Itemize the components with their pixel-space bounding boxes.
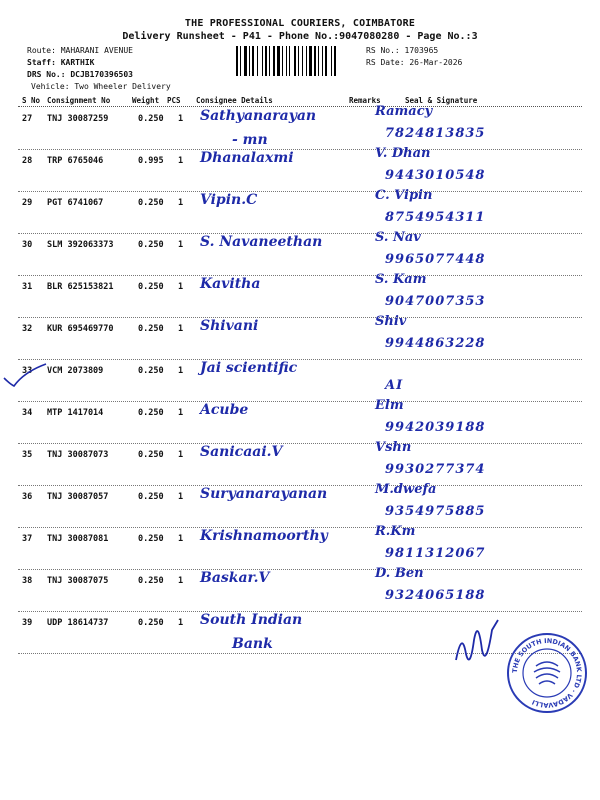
row-consignee-name: South Indian <box>200 612 303 628</box>
row-consignment-no: TNJ 30087057 <box>47 492 109 502</box>
row-signature: M.dwefa <box>375 482 437 497</box>
table-row <box>0 482 600 528</box>
row-sno: 28 <box>22 156 33 166</box>
stamp-text: THE SOUTH INDIAN BANK LTD · VADAVALLI <box>510 636 584 710</box>
bank-seal-stamp <box>506 632 588 714</box>
row-phone: 9942039188 <box>385 420 486 435</box>
company-title: THE PROFESSIONAL COURIERS, COIMBATORE <box>184 18 416 29</box>
barcode-image <box>236 46 362 76</box>
row-pcs: 1 <box>178 324 184 334</box>
row-phone: 9324065188 <box>385 588 486 603</box>
row-consignee-name: Shivani <box>200 318 259 334</box>
staff-line <box>27 58 94 67</box>
row-signature: D. Ben <box>375 566 424 581</box>
table-row <box>0 104 600 150</box>
row-pcs: 1 <box>178 618 184 628</box>
drs-line <box>27 70 133 79</box>
table-row <box>0 398 600 444</box>
row-signature: Vshn <box>375 440 412 455</box>
column-header <box>0 96 600 106</box>
row-pcs: 1 <box>178 282 184 292</box>
row-consignee-name-cont: Bank <box>232 636 273 652</box>
row-consignment-no: MTP 1417014 <box>47 408 104 418</box>
row-weight: 0.995 <box>138 156 164 166</box>
row-consignee-name: Suryanarayanan <box>200 486 328 502</box>
col-consignee: Consignee Details <box>196 96 273 105</box>
row-sno: 30 <box>22 240 33 250</box>
row-consignee-name: Acube <box>200 402 249 418</box>
row-signature: R.Km <box>375 524 416 539</box>
checkmark-icon <box>2 362 48 388</box>
row-sno: 32 <box>22 324 33 334</box>
row-consignment-no: SLM 392063373 <box>47 240 114 250</box>
route-text: Route: MAHARANI AVENUE <box>27 46 133 55</box>
staff-value: KARTHIK <box>60 58 95 67</box>
row-consignment-no: VCM 2073809 <box>47 366 104 376</box>
table-row <box>0 314 600 360</box>
row-pcs: 1 <box>178 408 184 418</box>
row-phone: AI <box>385 378 404 393</box>
row-signature: Shiv <box>375 314 407 329</box>
row-pcs: 1 <box>178 240 184 250</box>
row-pcs: 1 <box>178 576 184 586</box>
col-seal: Seal & Signature <box>405 96 478 105</box>
staff-label: Staff: <box>27 58 56 67</box>
row-consignment-no: UDP 18614737 <box>47 618 109 628</box>
row-pcs: 1 <box>178 492 184 502</box>
row-phone: 9354975885 <box>385 504 486 519</box>
row-consignee-name: Kavitha <box>200 276 261 292</box>
row-pcs: 1 <box>178 156 184 166</box>
row-consignee-name: Sathyanarayan <box>200 108 317 124</box>
vehicle-text: Vehicle: Two Wheeler Delivery <box>31 82 171 91</box>
table-row <box>0 360 600 402</box>
row-weight: 0.250 <box>138 534 164 544</box>
drs-value: DCJB170396503 <box>70 70 133 79</box>
drs-label: DRS No.: <box>27 70 66 79</box>
table-row <box>0 188 600 234</box>
row-signature: Elm <box>375 398 404 413</box>
row-pcs: 1 <box>178 534 184 544</box>
header-divider <box>18 106 582 107</box>
col-remarks: Remarks <box>349 96 381 105</box>
row-weight: 0.250 <box>138 492 164 502</box>
row-weight: 0.250 <box>138 618 164 628</box>
row-phone: 9944863228 <box>385 336 486 351</box>
col-consignment: Consignment No <box>47 96 111 105</box>
row-consignee-name: Sanicaai.V <box>200 444 283 460</box>
row-pcs: 1 <box>178 114 184 124</box>
row-signature: V. Dhan <box>375 146 431 161</box>
rs-date: RS Date: 26-Mar-2026 <box>366 58 463 67</box>
col-sno: S No <box>22 96 41 105</box>
row-sno: 35 <box>22 450 33 460</box>
row-sno: 33 <box>22 366 33 376</box>
row-signature: S. Kam <box>375 272 427 287</box>
row-weight: 0.250 <box>138 198 164 208</box>
row-consignee-name: Krishnamoorthy <box>200 528 328 544</box>
row-weight: 0.250 <box>138 240 164 250</box>
row-phone: 9965077448 <box>385 252 486 267</box>
table-row <box>0 230 600 276</box>
row-consignment-no: TNJ 30087081 <box>47 534 109 544</box>
row-sno: 38 <box>22 576 33 586</box>
row-sno: 36 <box>22 492 33 502</box>
row-consignment-no: TRP 6765046 <box>47 156 104 166</box>
table-row <box>0 566 600 612</box>
row-consignee-name-cont: - mn <box>232 132 268 148</box>
row-phone: 7824813835 <box>385 126 486 141</box>
row-pcs: 1 <box>178 366 184 376</box>
table-row <box>0 524 600 570</box>
row-signature: C. Vipin <box>375 188 433 203</box>
row-phone: 9811312067 <box>385 546 486 561</box>
row-consignee-name: Vipin.C <box>200 192 258 208</box>
row-consignment-no: TNJ 30087259 <box>47 114 109 124</box>
row-pcs: 1 <box>178 198 184 208</box>
row-consignee-name: S. Navaneethan <box>200 234 323 250</box>
runsheet-subtitle: Delivery Runsheet - P41 - Phone No.:9047080280 - Page No.:3 <box>122 31 478 42</box>
row-weight: 0.250 <box>138 450 164 460</box>
row-sno: 37 <box>22 534 33 544</box>
row-sno: 27 <box>22 114 33 124</box>
row-consignee-name: Baskar.V <box>200 570 270 586</box>
row-sno: 31 <box>22 282 33 292</box>
row-consignment-no: BLR 625153821 <box>47 282 114 292</box>
row-sno: 29 <box>22 198 33 208</box>
table-row <box>0 272 600 318</box>
col-weight: Weight <box>132 96 160 105</box>
row-consignee-name: Jai scientific <box>200 360 298 376</box>
row-weight: 0.250 <box>138 324 164 334</box>
row-phone: 9930277374 <box>385 462 486 477</box>
row-consignee-name: Dhanalaxmi <box>200 150 294 166</box>
row-weight: 0.250 <box>138 576 164 586</box>
table-row <box>0 440 600 486</box>
row-signature: Ramacy <box>375 104 433 119</box>
row-weight: 0.250 <box>138 282 164 292</box>
row-consignment-no: KUR 695469770 <box>47 324 114 334</box>
row-signature: S. Nav <box>375 230 421 245</box>
rs-number: RS No.: 1703965 <box>366 46 439 55</box>
row-pcs: 1 <box>178 450 184 460</box>
row-weight: 0.250 <box>138 366 164 376</box>
row-sno: 34 <box>22 408 33 418</box>
bank-signature-scrawl <box>452 610 502 670</box>
col-pcs: PCS <box>167 96 181 105</box>
row-phone: 9047007353 <box>385 294 486 309</box>
row-phone: 8754954311 <box>385 210 486 225</box>
row-sno: 39 <box>22 618 33 628</box>
row-consignment-no: TNJ 30087073 <box>47 450 109 460</box>
row-weight: 0.250 <box>138 114 164 124</box>
row-consignment-no: PGT 6741067 <box>47 198 104 208</box>
svg-text:THE SOUTH INDIAN BANK LTD · VA <box>511 637 583 709</box>
table-row <box>0 146 600 192</box>
row-consignment-no: TNJ 30087075 <box>47 576 109 586</box>
row-weight: 0.250 <box>138 408 164 418</box>
row-phone: 9443010548 <box>385 168 486 183</box>
